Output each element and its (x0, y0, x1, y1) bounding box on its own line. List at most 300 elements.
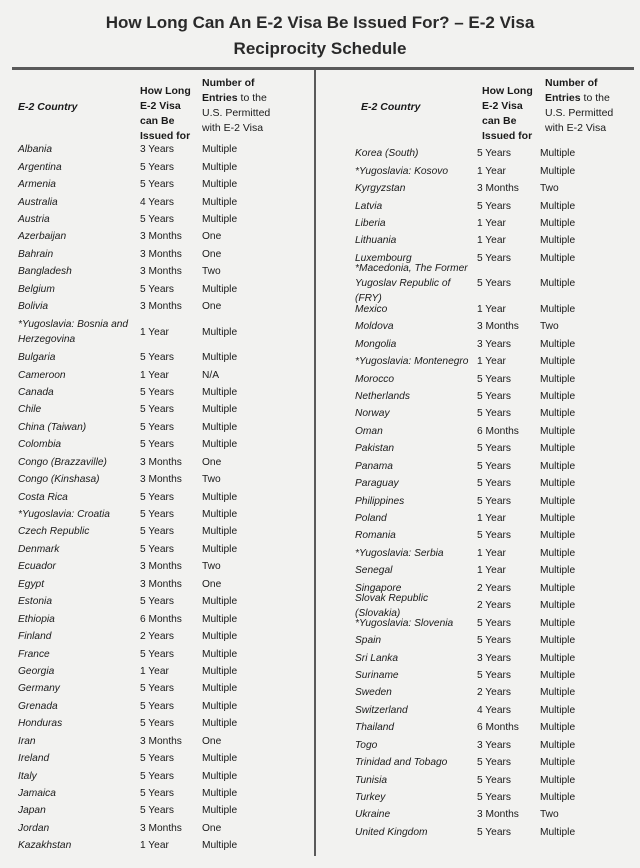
entries-cell: Multiple (202, 683, 238, 695)
entries-cell: Multiple (540, 582, 576, 594)
entries-cell: Multiple (540, 774, 576, 786)
country-cell: Italy (18, 770, 37, 782)
country-cell: Colombia (18, 439, 62, 451)
country-cell: Finland (18, 631, 52, 643)
table-row (18, 680, 312, 697)
duration-cell: 1 Year (477, 217, 506, 229)
entries-cell: Multiple (202, 631, 238, 643)
country-cell: Australia (18, 196, 58, 208)
country-cell: Egypt (18, 578, 45, 590)
entries-cell: Multiple (540, 547, 576, 559)
country-cell: Georgia (18, 665, 55, 677)
header-country: E-2 Country (361, 101, 421, 113)
entries-cell: Multiple (540, 252, 576, 264)
entries-cell: Multiple (202, 788, 238, 800)
entries-cell: Multiple (202, 613, 238, 625)
duration-cell: 5 Years (140, 770, 174, 782)
entries-cell: Multiple (540, 513, 576, 525)
country-cell: Sri Lanka (355, 652, 399, 664)
country-cell: Cameroon (18, 369, 66, 381)
entries-cell: Two (540, 183, 559, 195)
country-cell: Congo (Kinshasa) (18, 474, 100, 486)
duration-cell: 5 Years (477, 495, 511, 507)
table-row (355, 440, 640, 457)
table-row (355, 614, 640, 631)
entries-cell: Multiple (202, 596, 238, 608)
duration-cell: 5 Years (477, 530, 511, 542)
table-row (18, 193, 312, 210)
entries-cell: Multiple (202, 386, 238, 398)
duration-cell: 5 Years (140, 179, 174, 191)
entries-cell: Multiple (202, 326, 238, 338)
duration-cell: 1 Year (477, 235, 506, 247)
country-cell: United Kingdom (355, 826, 428, 838)
entries-cell: Multiple (202, 700, 238, 712)
table-row (355, 771, 640, 788)
country-cell: Singapore (355, 582, 402, 594)
entries-cell: One (202, 578, 222, 590)
table-row (18, 750, 312, 767)
entries-cell: Multiple (202, 161, 238, 173)
duration-cell: 1 Year (140, 326, 169, 338)
entries-cell: Multiple (540, 443, 576, 455)
table-row (18, 349, 312, 366)
country-cell: Romania (355, 530, 396, 542)
entries-cell: Multiple (540, 722, 576, 734)
entries-cell: Two (202, 474, 221, 486)
duration-cell: 1 Year (140, 840, 169, 852)
entries-cell: Multiple (202, 144, 238, 156)
table-row (18, 785, 312, 802)
table-row (355, 388, 640, 405)
entries-cell: One (202, 735, 222, 747)
table-row (355, 527, 640, 544)
duration-cell: 5 Years (140, 788, 174, 800)
table-row (18, 610, 312, 627)
entries-cell: Multiple (540, 408, 576, 420)
table-row (355, 702, 640, 719)
entries-cell: Multiple (202, 543, 238, 555)
duration-cell: 3 Months (140, 301, 182, 313)
country-cell: Denmark (18, 543, 60, 555)
duration-cell: 5 Years (477, 460, 511, 472)
entries-cell: Multiple (202, 753, 238, 765)
country-cell: France (18, 648, 50, 660)
country-cell: Kyrgyzstan (355, 183, 406, 195)
entries-cell: Multiple (540, 530, 576, 542)
duration-cell: 5 Years (477, 390, 511, 402)
table-row (355, 684, 640, 701)
country-cell: Kazakhstan (18, 840, 72, 852)
table-row (355, 806, 640, 823)
table-row (18, 837, 312, 854)
duration-cell: 5 Years (140, 421, 174, 433)
country-cell: Mongolia (355, 338, 397, 350)
table-row (18, 802, 312, 819)
table-row (18, 158, 312, 175)
duration-cell: 2 Years (140, 631, 174, 643)
country-cell: *Macedonia, The Former Yugoslav Republic of (FRY) (355, 263, 468, 305)
table-row (355, 592, 640, 619)
entries-cell: Multiple (540, 425, 576, 437)
country-cell: Jordan (18, 822, 50, 834)
entries-cell: One (202, 822, 222, 834)
country-cell: *Yugoslavia: Montenegro (355, 356, 469, 368)
table-row (355, 789, 640, 806)
header-entries-bold: Number of Entries (545, 77, 598, 104)
table-row (18, 593, 312, 610)
left-table-body (18, 141, 312, 855)
entries-cell: Multiple (202, 196, 238, 208)
country-cell: Thailand (355, 722, 395, 734)
table-row (355, 162, 640, 179)
country-cell: Poland (355, 513, 387, 525)
country-cell: *Yugoslavia: Slovenia (355, 617, 454, 629)
entries-cell: Multiple (202, 421, 238, 433)
entries-cell: Two (540, 321, 559, 333)
entries-cell: Multiple (540, 303, 576, 315)
entries-cell: Two (202, 266, 221, 278)
table-row (18, 576, 312, 593)
country-cell: Moldova (355, 321, 394, 333)
entries-cell: Multiple (202, 805, 238, 817)
duration-cell: 5 Years (140, 352, 174, 364)
table-row (18, 263, 312, 280)
duration-cell: 5 Years (140, 700, 174, 712)
entries-cell: Two (202, 561, 221, 573)
country-cell: Bangladesh (18, 266, 72, 278)
entries-cell: Multiple (540, 460, 576, 472)
country-cell: Bahrain (18, 248, 54, 260)
country-cell: Lithuania (355, 235, 397, 247)
duration-cell: 5 Years (140, 596, 174, 608)
table-row (355, 353, 640, 370)
entries-cell: Multiple (540, 165, 576, 177)
country-cell: Morocco (355, 373, 395, 385)
duration-cell: 1 Year (477, 303, 506, 315)
entries-cell: Multiple (202, 404, 238, 416)
title-line-2: Reciprocity Schedule (233, 39, 407, 58)
header-country: E-2 Country (18, 101, 78, 113)
entries-cell: Multiple (202, 439, 238, 451)
country-cell: *Yugoslavia: Bosnia and Herzegovina (18, 319, 129, 346)
table-row (355, 545, 640, 562)
duration-cell: 3 Months (140, 822, 182, 834)
table-row (355, 232, 640, 249)
duration-cell: 5 Years (140, 526, 174, 538)
country-cell: Liberia (355, 217, 386, 229)
country-cell: Iran (18, 735, 36, 747)
country-cell: Suriname (355, 669, 399, 681)
table-row (18, 315, 312, 349)
entries-cell: Multiple (540, 687, 576, 699)
entries-cell: One (202, 301, 222, 313)
entries-cell: One (202, 231, 222, 243)
table-row (18, 454, 312, 471)
duration-cell: 5 Years (477, 278, 511, 290)
duration-cell: 2 Years (477, 687, 511, 699)
duration-cell: 3 Months (140, 266, 182, 278)
entries-cell: Multiple (202, 352, 238, 364)
table-row (18, 506, 312, 523)
table-row (18, 436, 312, 453)
entries-cell: Multiple (540, 826, 576, 838)
table-row (355, 562, 640, 579)
entries-cell: Multiple (540, 278, 576, 290)
duration-cell: 3 Months (477, 183, 519, 195)
country-cell: Czech Republic (18, 526, 90, 538)
duration-cell: 1 Year (140, 665, 169, 677)
table-row (18, 176, 312, 193)
entries-cell: N/A (202, 369, 219, 381)
table-row (18, 228, 312, 245)
duration-cell: 5 Years (477, 669, 511, 681)
duration-cell: 3 Months (140, 735, 182, 747)
country-cell: Austria (18, 213, 50, 225)
duration-cell: 3 Months (477, 321, 519, 333)
table-row (18, 211, 312, 228)
duration-cell: 5 Years (140, 161, 174, 173)
country-cell: Trinidad and Tobago (355, 757, 448, 769)
country-cell: China (Taiwan) (18, 421, 87, 433)
entries-cell: Multiple (202, 526, 238, 538)
table-row (355, 737, 640, 754)
country-cell: Netherlands (355, 390, 410, 402)
entries-cell: One (202, 456, 222, 468)
header-duration: How Long E-2 Visa can Be Issued for (482, 85, 533, 142)
table-row (355, 180, 640, 197)
country-cell: Argentina (18, 161, 62, 173)
table-row (355, 667, 640, 684)
country-cell: *Yugoslavia: Serbia (355, 547, 444, 559)
entries-cell: Multiple (540, 757, 576, 769)
table-row (355, 475, 640, 492)
table-row (355, 754, 640, 771)
table-row (355, 215, 640, 232)
entries-cell: Multiple (540, 635, 576, 647)
entries-cell: Multiple (540, 200, 576, 212)
country-cell: Tunisia (355, 774, 388, 786)
duration-cell: 3 Months (140, 248, 182, 260)
table-row (355, 318, 640, 335)
table-row (355, 263, 640, 305)
entries-cell: Multiple (202, 213, 238, 225)
header-entries (545, 76, 619, 136)
entries-cell: Multiple (540, 217, 576, 229)
table-row (355, 458, 640, 475)
header-duration: How Long E-2 Visa can Be Issued for (140, 85, 191, 142)
country-cell: Slovak Republic (Slovakia) (355, 592, 429, 619)
table-row (355, 301, 640, 318)
country-cell: Ecuador (18, 561, 56, 573)
entries-cell: Multiple (202, 840, 238, 852)
duration-cell: 3 Months (140, 456, 182, 468)
country-cell: Turkey (355, 792, 386, 804)
duration-cell: 1 Year (477, 513, 506, 525)
country-cell: Luxembourg (355, 252, 412, 264)
duration-cell: 1 Year (477, 356, 506, 368)
country-cell: Costa Rica (18, 491, 68, 503)
duration-cell: 5 Years (140, 648, 174, 660)
header-entries-bold: Number of Entries (202, 77, 255, 104)
entries-cell: Multiple (540, 390, 576, 402)
duration-cell: 6 Months (477, 425, 519, 437)
country-cell: Estonia (18, 596, 52, 608)
table-row (355, 649, 640, 666)
country-cell: Norway (355, 408, 390, 420)
entries-cell: Multiple (540, 373, 576, 385)
duration-cell: 5 Years (140, 386, 174, 398)
table-row (355, 197, 640, 214)
country-cell: Philippines (355, 495, 405, 507)
country-cell: Togo (355, 739, 378, 751)
duration-cell: 3 Years (477, 739, 511, 751)
country-cell: Ethiopia (18, 613, 55, 625)
entries-cell: Multiple (540, 652, 576, 664)
table-row (355, 632, 640, 649)
country-cell: Belgium (18, 283, 55, 295)
entries-cell: Multiple (540, 600, 576, 612)
duration-cell: 5 Years (477, 373, 511, 385)
entries-cell: Multiple (202, 770, 238, 782)
page-title (0, 10, 640, 62)
duration-cell: 1 Year (477, 165, 506, 177)
duration-cell: 5 Years (140, 753, 174, 765)
table-row (18, 281, 312, 298)
duration-cell: 5 Years (477, 443, 511, 455)
country-cell: Albania (18, 144, 52, 156)
entries-cell: Multiple (540, 669, 576, 681)
duration-cell: 5 Years (477, 757, 511, 769)
top-rule (12, 67, 634, 70)
table-row (18, 663, 312, 680)
table-row (355, 370, 640, 387)
table-row (18, 628, 312, 645)
entries-cell: Multiple (540, 338, 576, 350)
country-cell: *Yugoslavia: Kosovo (355, 165, 449, 177)
table-row (18, 558, 312, 575)
table-row (18, 523, 312, 540)
duration-cell: 5 Years (477, 148, 511, 160)
duration-cell: 3 Months (140, 231, 182, 243)
table-row (355, 719, 640, 736)
entries-cell: Multiple (540, 478, 576, 490)
entries-cell: Multiple (540, 792, 576, 804)
duration-cell: 5 Years (140, 404, 174, 416)
duration-cell: 5 Years (477, 478, 511, 490)
column-divider (314, 68, 316, 856)
entries-cell: Multiple (202, 491, 238, 503)
duration-cell: 5 Years (140, 805, 174, 817)
country-cell: Switzerland (355, 704, 408, 716)
duration-cell: 5 Years (140, 439, 174, 451)
country-cell: Germany (18, 683, 60, 695)
country-cell: *Yugoslavia: Croatia (18, 509, 110, 521)
country-cell: Bolivia (18, 301, 49, 313)
table-row (355, 824, 640, 841)
table-row (18, 141, 312, 158)
table-row (355, 335, 640, 352)
country-cell: Sweden (355, 687, 392, 699)
country-cell: Canada (18, 386, 54, 398)
country-cell: Korea (South) (355, 148, 419, 160)
country-cell: Ukraine (355, 809, 391, 821)
table-row (18, 298, 312, 315)
duration-cell: 5 Years (477, 252, 511, 264)
country-cell: Japan (18, 805, 46, 817)
entries-cell: Multiple (540, 356, 576, 368)
duration-cell: 5 Years (140, 283, 174, 295)
entries-cell: Multiple (540, 148, 576, 160)
duration-cell: 5 Years (140, 543, 174, 555)
country-cell: Congo (Brazzaville) (18, 456, 107, 468)
table-row (355, 510, 640, 527)
table-row (18, 246, 312, 263)
duration-cell: 5 Years (477, 774, 511, 786)
duration-cell: 5 Years (140, 491, 174, 503)
table-row (355, 405, 640, 422)
country-cell: Ireland (18, 753, 50, 765)
entries-cell: Multiple (540, 617, 576, 629)
table-row (18, 645, 312, 662)
entries-cell: Multiple (540, 739, 576, 751)
duration-cell: 3 Months (140, 578, 182, 590)
duration-cell: 5 Years (140, 213, 174, 225)
country-cell: Jamaica (18, 788, 56, 800)
country-cell: Paraguay (355, 478, 399, 490)
entries-cell: Multiple (202, 665, 238, 677)
country-cell: Grenada (18, 700, 58, 712)
table-row (18, 384, 312, 401)
duration-cell: 5 Years (140, 509, 174, 521)
table-row (18, 488, 312, 505)
duration-cell: 5 Years (477, 826, 511, 838)
duration-cell: 5 Years (477, 635, 511, 647)
table-row (18, 366, 312, 383)
entries-cell: Two (540, 809, 559, 821)
duration-cell: 6 Months (140, 613, 182, 625)
duration-cell: 2 Years (477, 582, 511, 594)
country-cell: Senegal (355, 565, 393, 577)
duration-cell: 5 Years (140, 718, 174, 730)
duration-cell: 3 Months (140, 474, 182, 486)
entries-cell: Multiple (202, 283, 238, 295)
duration-cell: 5 Years (477, 792, 511, 804)
header-entries (202, 76, 276, 136)
table-row (18, 401, 312, 418)
country-cell: Mexico (355, 303, 388, 315)
table-row (355, 492, 640, 509)
entries-cell: One (202, 248, 222, 260)
table-row (355, 145, 640, 162)
duration-cell: 5 Years (477, 408, 511, 420)
duration-cell: 5 Years (140, 683, 174, 695)
duration-cell: 3 Months (477, 809, 519, 821)
entries-cell: Multiple (540, 495, 576, 507)
entries-cell: Multiple (540, 565, 576, 577)
country-cell: Honduras (18, 718, 63, 730)
header-entries-rest: to the U.S. Permitted with E-2 Visa (202, 92, 271, 134)
country-cell: Pakistan (355, 443, 395, 455)
table-row (18, 820, 312, 837)
table-row (18, 698, 312, 715)
entries-cell: Multiple (202, 718, 238, 730)
country-cell: Panama (355, 460, 393, 472)
duration-cell: 1 Year (477, 565, 506, 577)
duration-cell: 2 Years (477, 600, 511, 612)
country-cell: Bulgaria (18, 352, 56, 364)
entries-cell: Multiple (202, 648, 238, 660)
